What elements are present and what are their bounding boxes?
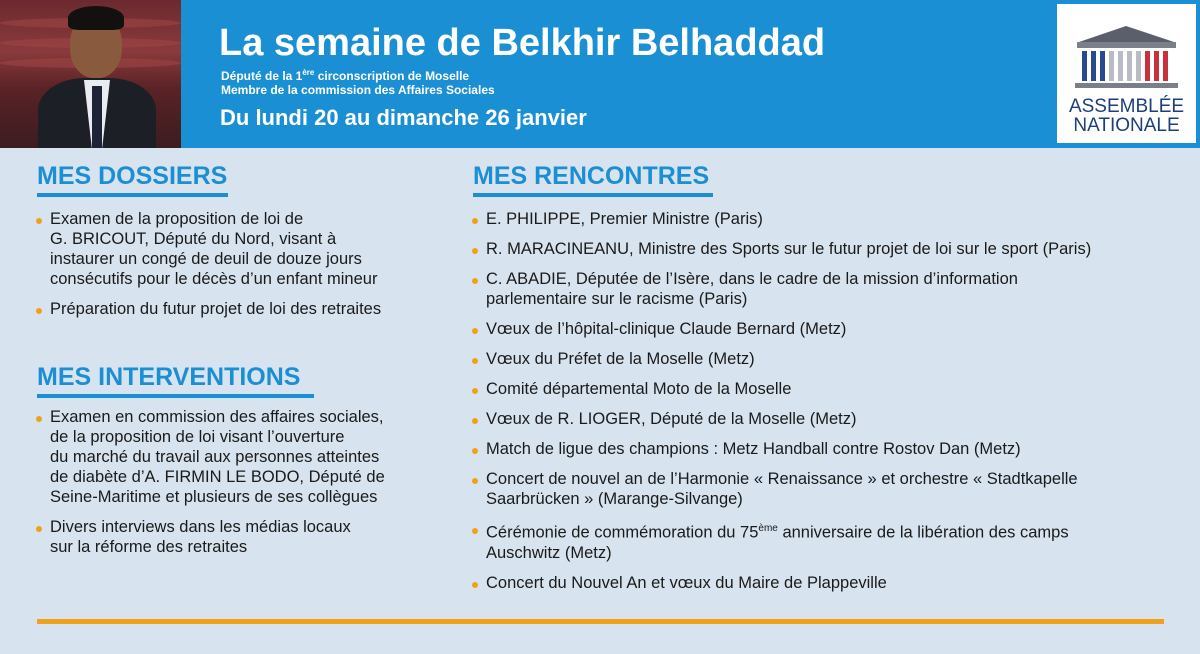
list-item-line: consécutifs pour le décès d’un enfant mineur — [50, 270, 378, 288]
heading-underline — [37, 193, 228, 197]
list-item — [472, 319, 1172, 339]
heading-underline — [37, 394, 314, 398]
list-item — [36, 517, 456, 557]
list-item-line: de diabète d’A. FIRMIN LE BODO, Député de — [50, 468, 385, 486]
list-item — [472, 519, 1172, 563]
page-title: La semaine de Belkhir Belhaddad — [219, 22, 826, 64]
week-dates: Du lundi 20 au dimanche 26 janvier — [220, 105, 587, 130]
section-heading-interventions: MES INTERVENTIONS — [37, 363, 301, 391]
list-item — [36, 407, 456, 507]
list-item — [472, 349, 1172, 369]
bullet-dot-icon — [36, 218, 42, 224]
logo-line-2: NATIONALE — [1073, 115, 1180, 136]
list-item-line: Comité départemental Moto de la Moselle — [486, 380, 792, 398]
list-item — [472, 439, 1172, 459]
heading-underline — [473, 193, 713, 197]
list-item — [472, 269, 1172, 309]
list-item — [472, 239, 1172, 259]
list-item-line: instaurer un congé de deuil de douze jours — [50, 250, 362, 268]
assemblee-nationale-logo — [1057, 4, 1196, 143]
list-item — [36, 209, 456, 289]
list-item — [36, 299, 456, 319]
bullet-dot-icon — [472, 278, 478, 284]
list-item-line: Vœux du Préfet de la Moselle (Metz) — [486, 350, 755, 368]
list-item-line: Examen de la proposition de loi de — [50, 210, 304, 228]
list-item — [472, 379, 1172, 399]
list-item-line: Match de ligue des champions : Metz Handball contre Rostov Dan (Metz) — [486, 440, 1021, 458]
deputy-portrait — [0, 0, 181, 148]
header-banner — [0, 0, 1200, 148]
list-item-line: Saarbrücken » (Marange-Silvange) — [486, 490, 743, 508]
list-item-line: Vœux de R. LIOGER, Député de la Moselle (Metz) — [486, 410, 857, 428]
list-item-line: Cérémonie de commémoration du 75ème anniversaire de la libération des camps — [486, 523, 1069, 542]
list-item-line: de la proposition de loi visant l’ouverture — [50, 428, 345, 446]
section-heading-dossiers: MES DOSSIERS — [37, 162, 228, 190]
list-item-line: Examen en commission des affaires sociales, — [50, 408, 384, 426]
bullet-dot-icon — [472, 582, 478, 588]
bullet-dot-icon — [472, 448, 478, 454]
list-item-line: Concert du Nouvel An et vœux du Maire de Plappeville — [486, 573, 887, 592]
list-item-line: Préparation du futur projet de loi des retraites — [50, 300, 382, 318]
portrait-hair — [68, 6, 124, 30]
footer-divider — [37, 619, 1164, 624]
list-item-line: Concert de nouvel an de l’Harmonie « Renaissance » et orchestre « Stadtkapelle — [486, 470, 1078, 488]
logo-line-1: ASSEMBLÉE — [1068, 96, 1185, 117]
bullet-dot-icon — [472, 328, 478, 334]
bullet-dot-icon — [472, 418, 478, 424]
list-item-line: Vœux de l’hôpital-clinique Claude Bernard (Metz) — [486, 320, 847, 338]
list-item-line: sur la réforme des retraites — [50, 538, 248, 556]
list-item-line: R. MARACINEANU, Ministre des Sports sur le futur projet de loi sur le sport (Paris) — [486, 240, 1092, 258]
dossiers-list — [36, 209, 456, 319]
bullet-dot-icon — [472, 388, 478, 394]
rencontres-list — [472, 209, 1172, 593]
list-item-line: parlementaire sur le racisme (Paris) — [486, 290, 748, 308]
bullet-dot-icon — [472, 218, 478, 224]
subtitle-circonscription: Député de la 1ère circonscription de Moselle — [221, 68, 470, 83]
palais-bourbon-icon — [1057, 4, 1196, 96]
bullet-dot-icon — [472, 478, 478, 484]
bullet-dot-icon — [472, 528, 478, 534]
list-item-line: Divers interviews dans les médias locaux — [50, 518, 351, 536]
bullet-dot-icon — [472, 248, 478, 254]
interventions-list — [36, 407, 456, 557]
subtitle-commission: Membre de la commission des Affaires Sociales — [221, 83, 495, 97]
list-item-line: G. BRICOUT, Député du Nord, visant à — [50, 230, 337, 248]
list-item — [472, 209, 1172, 229]
section-heading-rencontres: MES RENCONTRES — [473, 162, 710, 190]
list-item — [472, 469, 1172, 509]
bullet-dot-icon — [36, 308, 42, 314]
list-item-line: C. ABADIE, Députée de l’Isère, dans le cadre de la mission d’information — [486, 270, 1018, 288]
bullet-dot-icon — [472, 358, 478, 364]
list-item-line: E. PHILIPPE, Premier Ministre (Paris) — [486, 210, 763, 228]
list-item-line: Auschwitz (Metz) — [486, 543, 612, 562]
list-item — [472, 409, 1172, 429]
list-item-line: Seine-Maritime et plusieurs de ses collègues — [50, 488, 378, 506]
bullet-dot-icon — [36, 526, 42, 532]
list-item — [472, 573, 1172, 593]
list-item-line: du marché du travail aux personnes atteintes — [50, 448, 380, 466]
portrait-tie — [92, 86, 102, 148]
bullet-dot-icon — [36, 416, 42, 422]
